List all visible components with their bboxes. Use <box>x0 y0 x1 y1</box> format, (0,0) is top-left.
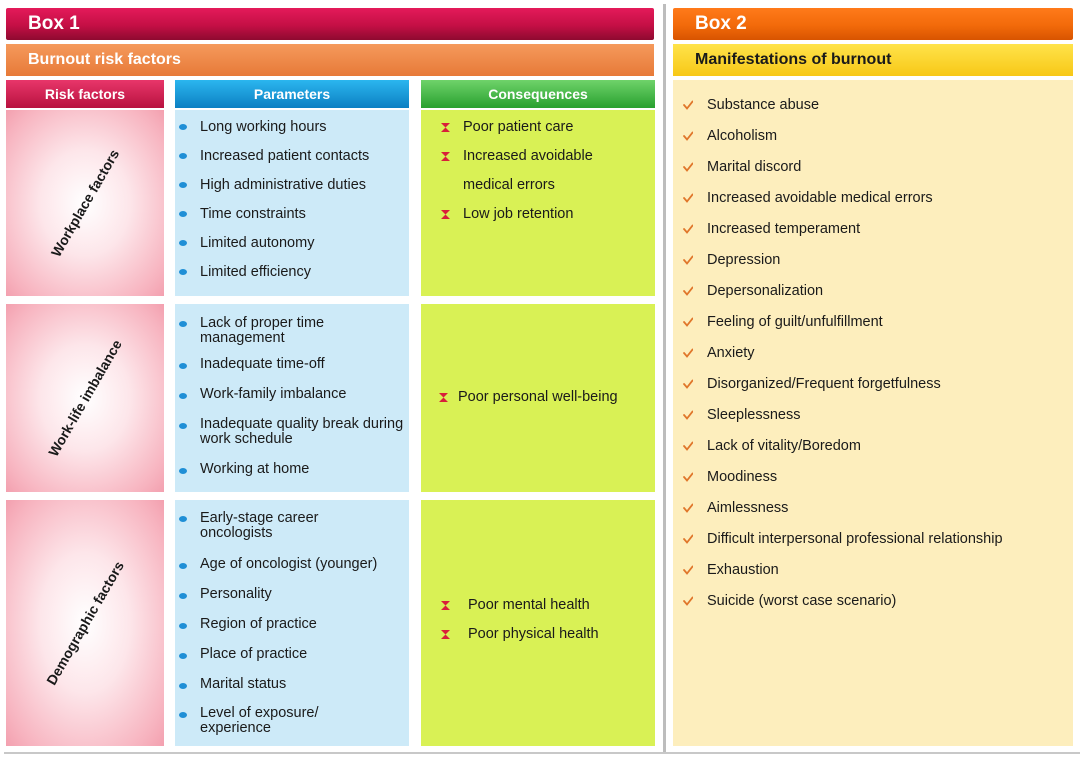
parameter-item: Early-stage career oncologists <box>200 510 319 541</box>
parameter-item: Working at home <box>200 461 310 477</box>
manifestation-item: Depression <box>707 252 781 268</box>
blue-dot-icon <box>179 623 187 629</box>
orange-check-icon <box>683 193 693 203</box>
manifestation-item: Anxiety <box>707 345 755 361</box>
box1-title: Box 1 <box>6 8 654 40</box>
parameters-cell-work-life <box>175 304 409 492</box>
blue-dot-icon <box>179 563 187 569</box>
manifestation-item: Increased avoidable medical errors <box>707 190 933 206</box>
manifestation-item: Disorganized/Frequent forgetfulness <box>707 376 941 392</box>
consequence-item: Poor mental health <box>468 597 590 613</box>
orange-check-icon <box>683 503 693 513</box>
red-hourglass-icon <box>439 393 448 402</box>
manifestation-item: Feeling of guilt/unfulfillment <box>707 314 883 330</box>
red-hourglass-icon <box>441 630 450 639</box>
header-risk-factors: Risk factors <box>6 80 164 108</box>
manifestation-item: Substance abuse <box>707 97 820 113</box>
blue-dot-icon <box>179 423 187 429</box>
manifestations-panel <box>673 80 1073 746</box>
orange-check-icon <box>683 162 693 172</box>
blue-dot-icon <box>179 153 187 159</box>
risk-label: Workplace factors <box>47 146 123 260</box>
red-hourglass-icon <box>441 152 450 161</box>
consequence-item: Increased avoidable medical errors <box>463 148 593 193</box>
consequences-cell-workplace <box>421 110 655 296</box>
blue-dot-icon <box>179 182 187 188</box>
box2-subtitle: Manifestations of burnout <box>673 44 1073 76</box>
orange-check-icon <box>683 255 693 265</box>
consequence-item: Poor patient care <box>463 119 574 135</box>
orange-check-icon <box>683 131 693 141</box>
orange-check-icon <box>683 317 693 327</box>
manifestation-item: Moodiness <box>707 469 778 485</box>
blue-dot-icon <box>179 393 187 399</box>
risk-label: Demographic factors <box>43 558 127 688</box>
blue-dot-icon <box>179 683 187 689</box>
parameter-item: Work-family imbalance <box>200 386 347 402</box>
consequences-cell-work-life <box>421 304 655 492</box>
orange-check-icon <box>683 441 693 451</box>
orange-check-icon <box>683 596 693 606</box>
header-consequences: Consequences <box>421 80 655 108</box>
box-divider <box>663 4 666 754</box>
orange-check-icon <box>683 472 693 482</box>
box1-subtitle: Burnout risk factors <box>6 44 654 76</box>
parameter-item: Limited efficiency <box>200 264 311 280</box>
manifestation-item: Aimlessness <box>707 500 789 516</box>
parameter-item: Place of practice <box>200 646 308 662</box>
bottom-rule <box>4 752 1080 754</box>
blue-dot-icon <box>179 468 187 474</box>
parameter-item: Personality <box>200 586 272 602</box>
orange-check-icon <box>683 286 693 296</box>
manifestation-item: Sleeplessness <box>707 407 801 423</box>
consequences-cell-demographic <box>421 500 655 746</box>
parameter-item: Lack of proper time management <box>200 315 325 346</box>
parameters-cell-demographic <box>175 500 409 746</box>
blue-dot-icon <box>179 653 187 659</box>
orange-check-icon <box>683 565 693 575</box>
blue-dot-icon <box>179 321 187 327</box>
orange-check-icon <box>683 224 693 234</box>
manifestation-item: Suicide (worst case scenario) <box>707 593 897 609</box>
manifestation-item: Alcoholism <box>707 128 778 144</box>
blue-dot-icon <box>179 712 187 718</box>
parameter-item: Region of practice <box>200 616 317 632</box>
blue-dot-icon <box>179 124 187 130</box>
parameter-item: Long working hours <box>200 119 327 135</box>
parameter-item: Marital status <box>200 676 287 692</box>
manifestation-item: Depersonalization <box>707 283 824 299</box>
parameter-item: Inadequate time-off <box>200 356 325 372</box>
risk-cell-work-life <box>6 304 164 492</box>
manifestation-item: Lack of vitality/Boredom <box>707 438 861 454</box>
risk-cell-workplace <box>6 110 164 296</box>
parameter-item: High administrative duties <box>200 177 367 193</box>
red-hourglass-icon <box>441 210 450 219</box>
red-hourglass-icon <box>441 601 450 610</box>
orange-check-icon <box>683 410 693 420</box>
blue-dot-icon <box>179 269 187 275</box>
blue-dot-icon <box>179 363 187 369</box>
manifestation-item: Exhaustion <box>707 562 779 578</box>
box2-title: Box 2 <box>673 8 1073 40</box>
parameters-cell-workplace <box>175 110 409 296</box>
parameter-item: Inadequate quality break during work schedule <box>200 416 404 447</box>
orange-check-icon <box>683 348 693 358</box>
red-hourglass-icon <box>441 123 450 132</box>
consequence-item: Low job retention <box>463 206 574 222</box>
parameter-item: Level of exposure/ experience <box>200 705 319 736</box>
header-parameters: Parameters <box>175 80 409 108</box>
orange-check-icon <box>683 100 693 110</box>
consequence-item: Poor physical health <box>468 626 599 642</box>
consequence-item: Poor personal well-being <box>458 389 618 405</box>
risk-label: Work-life imbalance <box>45 336 125 460</box>
parameter-item: Limited autonomy <box>200 235 315 251</box>
parameter-item: Increased patient contacts <box>200 148 370 164</box>
risk-cell-demographic <box>6 500 164 746</box>
manifestation-item: Difficult interpersonal professional relationship <box>707 531 1003 547</box>
manifestation-item: Marital discord <box>707 159 802 175</box>
orange-check-icon <box>683 379 693 389</box>
blue-dot-icon <box>179 211 187 217</box>
parameter-item: Age of oncologist (younger) <box>200 556 378 572</box>
blue-dot-icon <box>179 593 187 599</box>
parameter-item: Time constraints <box>200 206 306 222</box>
blue-dot-icon <box>179 516 187 522</box>
manifestation-item: Increased temperament <box>707 221 861 237</box>
orange-check-icon <box>683 534 693 544</box>
blue-dot-icon <box>179 240 187 246</box>
